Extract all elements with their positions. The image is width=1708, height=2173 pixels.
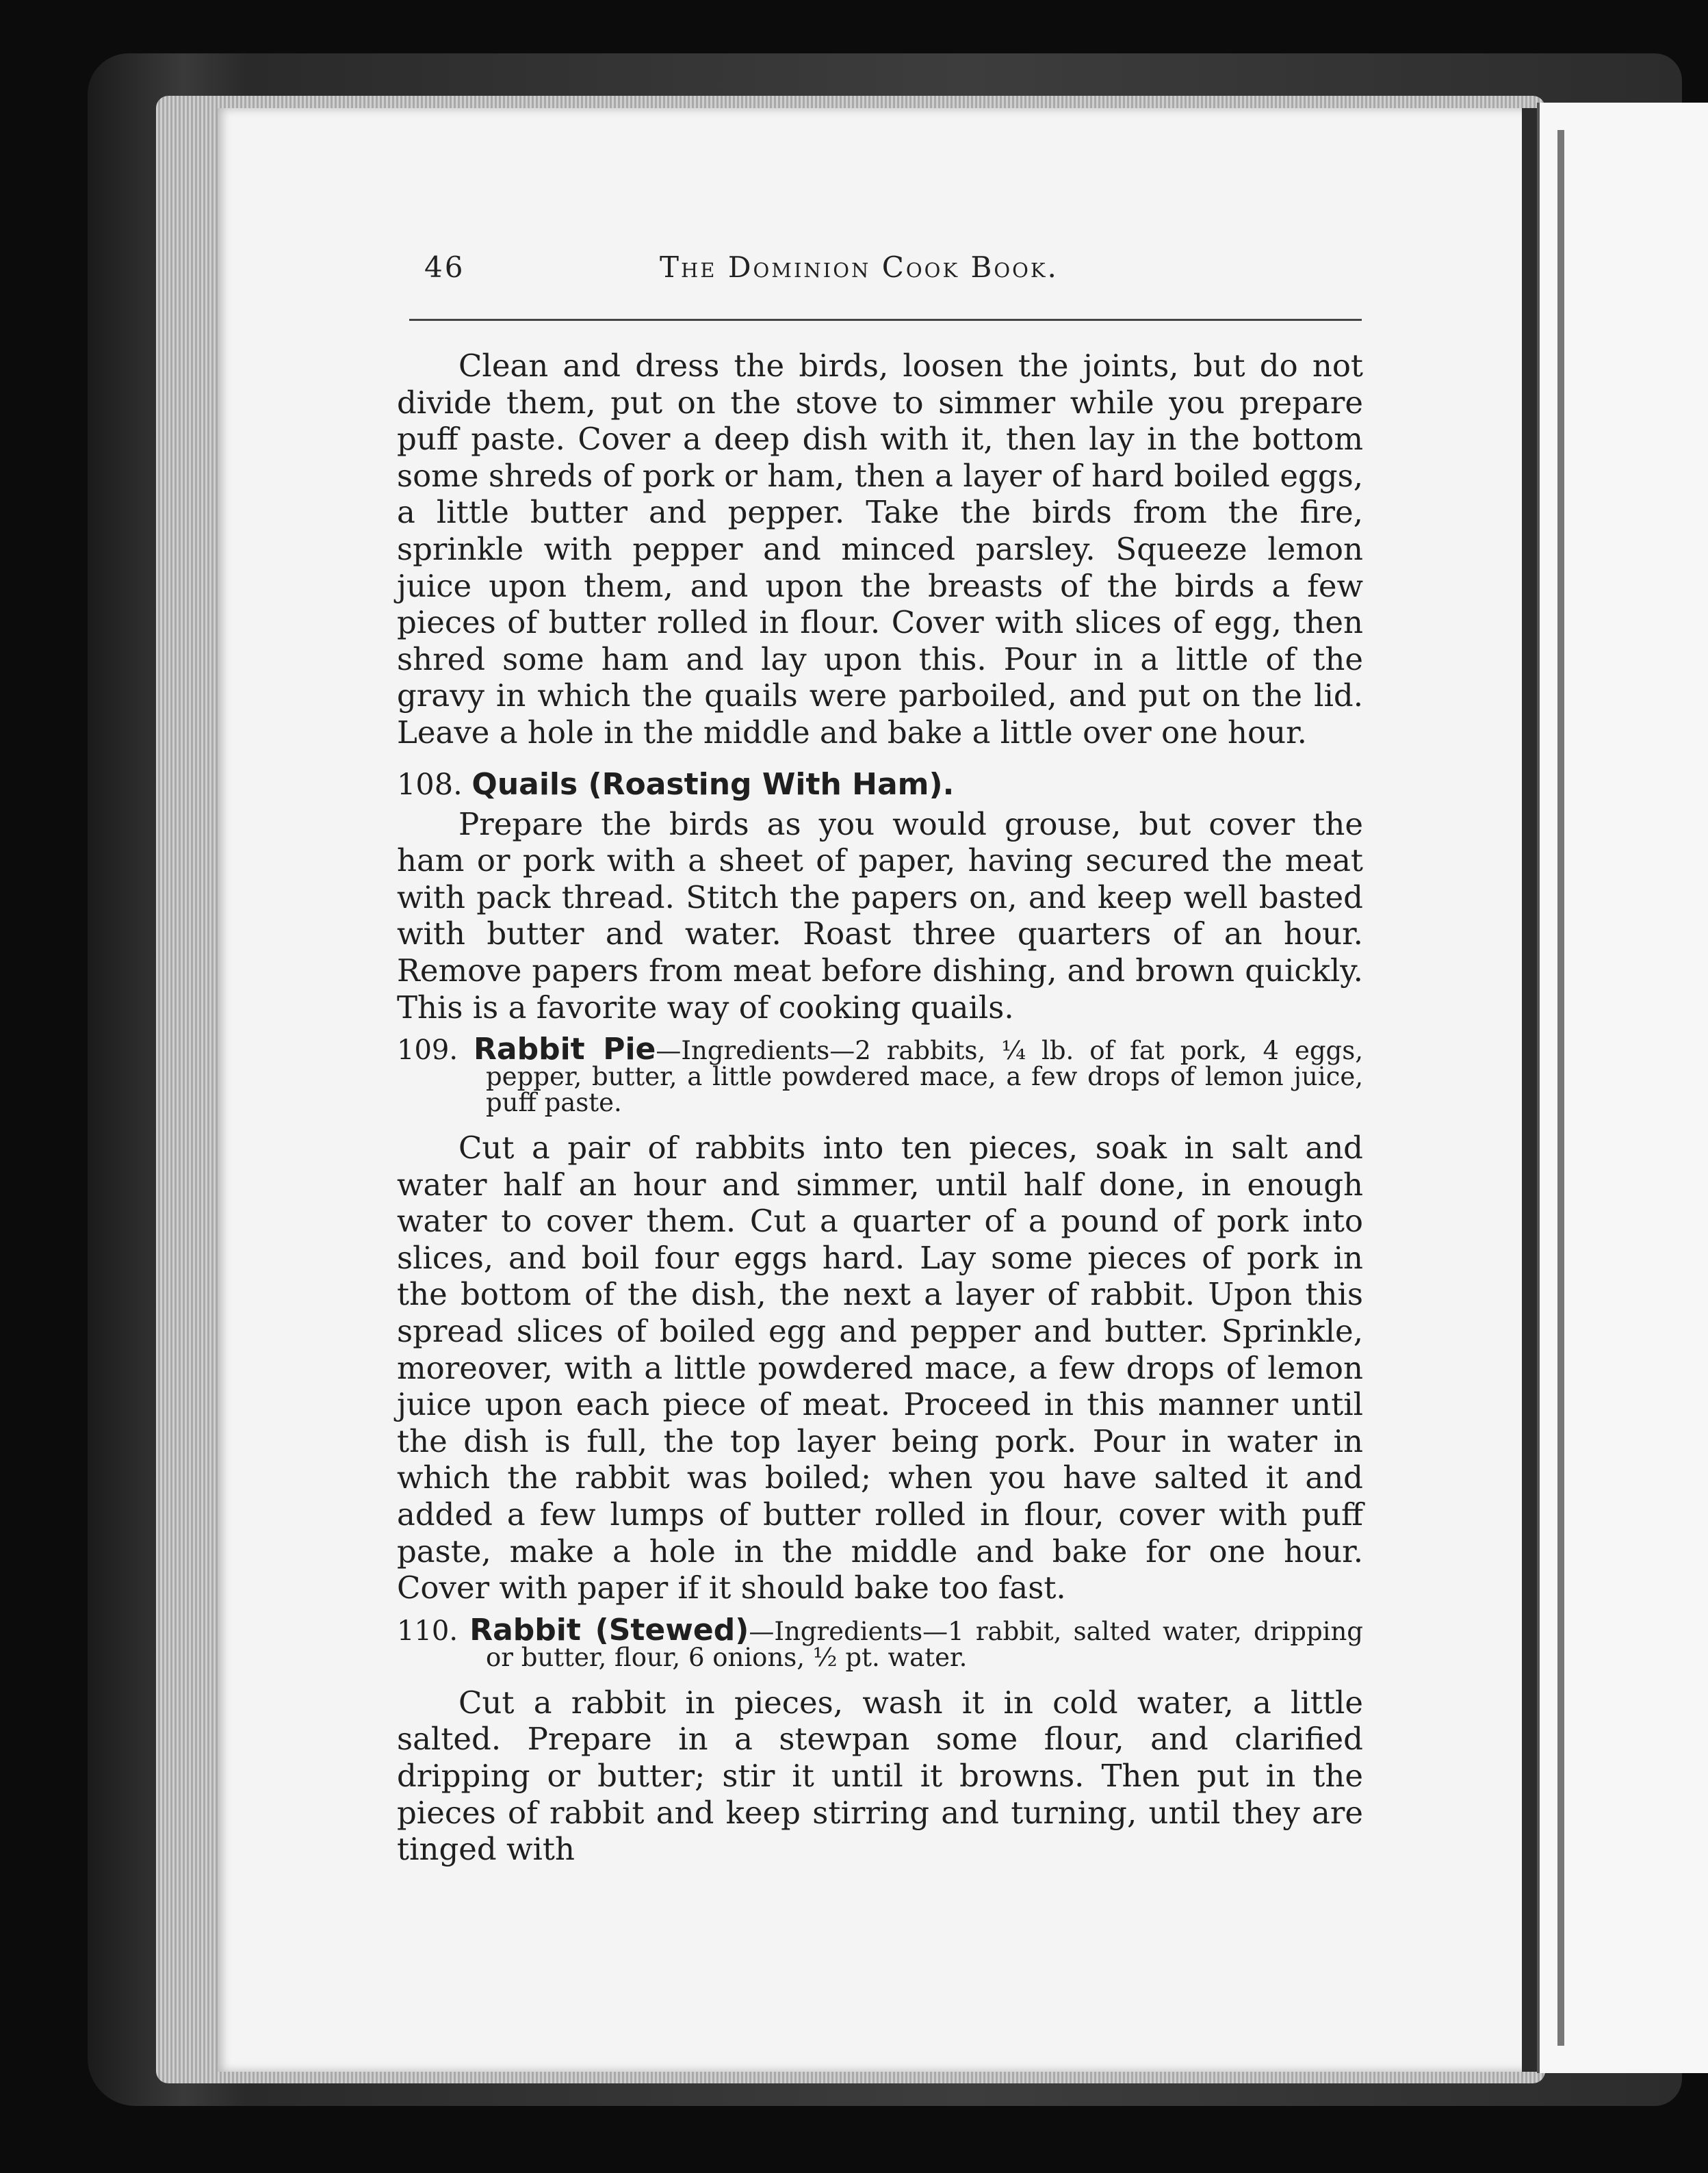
page-number: 46 [424, 250, 465, 284]
recipe-title: Rabbit (Stewed) [469, 1612, 749, 1648]
recipe-title: Quails (Roasting With Ham). [471, 766, 955, 802]
recipe-ingredients: —Ingredients—1 rabbit, salted water, dripping or butter, flour, 6 onions, ½ pt. water. [486, 1616, 1363, 1672]
header-rule [409, 319, 1362, 321]
binding-line [1557, 130, 1564, 2046]
recipe-heading-110 [397, 1612, 1363, 1672]
book-title: The Dominion Cook Book. [660, 250, 1059, 284]
intro-paragraph: Clean and dress the birds, loosen the joints, but do not divide them, put on the stove to simmer while you prepare puff paste. Cover a deep dish with it, then lay in the bottom some shreds of pork or ham, then a layer of hard boiled eggs, a little butter and pepper. Take the birds from the fire, sprinkle with pepper and minced parsley. Squeeze lemon juice upon them, and upon the breasts of the birds a few pieces of butter rolled in flour. Cover with slices of egg, then shred some ham and lay upon this. Pour in a little of the gravy in which the quails were parboiled, and put on the lid. Leave a hole in the middle and bake a little over one hour. [397, 348, 1363, 751]
recipe-number: 110. [397, 1615, 458, 1647]
recipe-heading-108 [397, 766, 1363, 803]
recipe-title: Rabbit Pie [474, 1032, 656, 1067]
facing-page-edge [1537, 103, 1708, 2073]
recipe-ingredients: —Ingredients—2 rabbits, ¼ lb. of fat pork, 4 eggs, pepper, butter, a little powdered mace, a few drops of lemon juice, puff paste. [486, 1036, 1363, 1118]
recipe-number: 109. [397, 1035, 458, 1067]
page-gutter [1522, 108, 1537, 2072]
recipe-heading-109 [397, 1032, 1363, 1118]
recipe-number: 108. [397, 767, 463, 802]
recipe-paragraph-109: Cut a pair of rabbits into ten pieces, soak in salt and water half an hour and simmer, until half done, in enough water to cover them. Cut a quarter of a pound of pork into slices, and boil four eggs hard. Lay some pieces of pork in the bottom of the dish, the next a layer of rabbit. Upon this spread slices of boiled egg and pepper and butter. Sprinkle, moreover, with a little powdered mace, a few drops of lemon juice upon each piece of meat. Proceed in this manner until the dish is full, the top layer being pork. Pour in water in which the rabbit was boiled; when you have salted it and added a few lumps of butter rolled in flour, cover with puff paste, make a hole in the middle and bake for one hour. Cover with paper if it should bake too fast. [397, 1130, 1363, 1606]
recipe-paragraph-108: Prepare the birds as you would grouse, but cover the ham or pork with a sheet of paper, having secured the meat with pack thread. Stitch the papers on, and keep well basted with butter and water. Roast three quarters of an hour. Remove papers from meat before dishing, and brown quickly. This is a favorite way of cooking quails. [397, 805, 1363, 1026]
running-head [424, 250, 1362, 291]
page-body [397, 348, 1363, 1868]
recipe-paragraph-110: Cut a rabbit in pieces, wash it in cold water, a little salted. Prepare in a stewpan some flour, and clarified dripping or butter; stir it until it browns. Then put in the pieces of rabbit and keep stirring and turning, until they are tinged with [397, 1684, 1363, 1868]
